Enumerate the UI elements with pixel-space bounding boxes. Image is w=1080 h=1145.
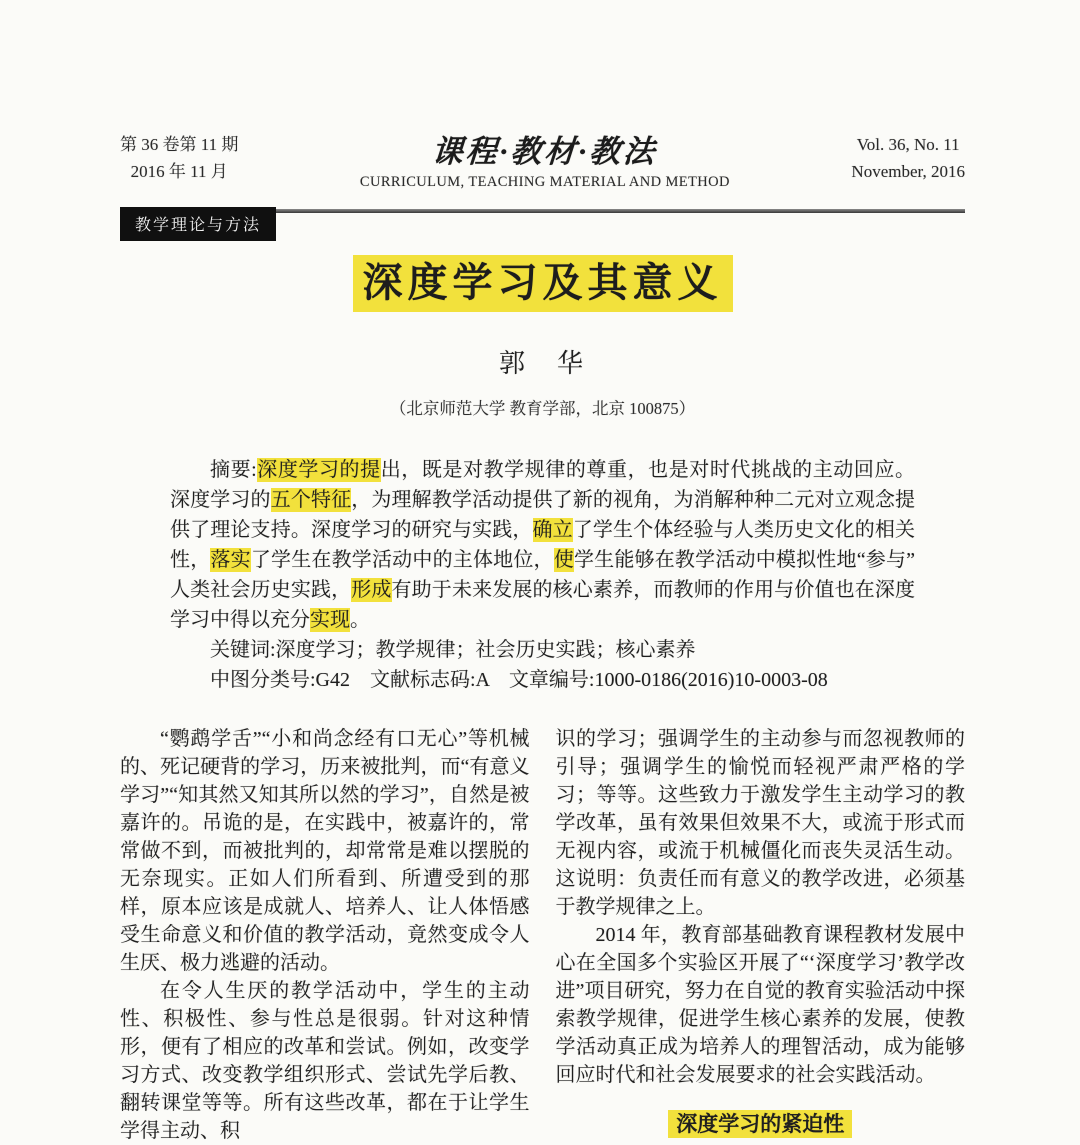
body-paragraph: “鹦鹉学舌”“小和尚念经有口无心”等机械的、死记硬背的学习，历来被批判，而“有意义学习”“知其然又知其所以然的学习”，自然是被嘉许的。吊诡的是，在实践中，被嘉许的，常常做不到，而被批判的，却常常是难以摆脱的无奈现实。正如人们所看到、所遭受到的那样，原本应该是成就人、培养人、让人体悟感受生命意义和价值的教学活动，竟然变成令人生厌、极力逃避的活动。 [120,728,530,974]
abstract-block [170,455,915,695]
text-run: 了学生在教学活动中的主体地位， [250,549,554,571]
text-run: 有助于未来发展的核心素养，而教师的作用与价值也在深度学习中得以充分 [170,579,916,631]
text-run: 学生能够在教学活动中模拟性地“参与”人类社会历史实践， [170,549,916,601]
article-title-highlight: 深度学习及其意义 [353,255,733,312]
highlighted-text: 深度学习的提 [256,459,381,481]
highlighted-text: 落实 [210,549,251,571]
volume-issue-cn: 第 36 卷第 11 期 [120,135,239,154]
abstract-paragraph [170,455,915,635]
article-body [120,725,965,1145]
section-badge: 教学理论与方法 [120,207,276,241]
body-paragraph: 在令人生厌的教学活动中，学生的主动性、积极性、参与性总是很弱。针对这种情形，便有了相应的改革和尝试。例如，改变学习方式、改变教学组织形式、尝试先学后教、翻转课堂等等。所有这些改革，都在于让学生学得主动、积 [120,980,530,1142]
header-rule [276,209,965,213]
section-badge-row [120,207,965,241]
author-affiliation: （北京师范大学 教育学部，北京 100875） [389,399,696,418]
left-column [120,725,530,1145]
journal-header [120,126,965,191]
journal-title-block [238,126,851,191]
text-run: 出，既是对教学规律的尊重，也是对时代挑战的主动回应。深度学习的 [170,459,916,511]
text-run: 了学生个体经验与人类历史文化的相关性， [170,519,916,571]
issue-date-cn: 2016 年 11 月 [130,162,228,181]
body-paragraph: 识的学习；强调学生的主动参与而忽视教师的引导；强调学生的愉悦而轻视严肃严格的学习；等等。这些致力于激发学生主动学习的教学改革，虽有效果但效果不大，或流于形式而无视内容，或流于机械僵化而丧失灵活生动。这说明：负责任而有意义的教学改进，必须基于教学规律之上。 [555,728,965,918]
issue-info-en [851,126,965,185]
article-title [120,260,965,305]
volume-issue-en: Vol. 36, No. 11 [856,135,960,154]
highlighted-text: 形成 [351,579,392,601]
issue-info-cn [120,126,238,185]
keywords-line: 关键词:深度学习；教学规律；社会历史实践；核心素养 [210,639,696,661]
author-name: 郭 华 [498,349,586,378]
journal-title-chinese: 课程·教材·教法 [430,134,659,169]
text-run: 。 [350,609,370,631]
right-column [556,725,966,1145]
text-run: ，为理解教学活动提供了新的视角，为消解种种二元对立观念提供了理论支持。深度学习的研究与实践， [170,489,916,541]
journal-title-english: CURRICULUM, TEACHING MATERIAL AND METHOD [359,174,730,190]
body-paragraph: 2014 年，教育部基础教育课程教材发展中心在全国多个实验区开展了“‘深度学习’教学改进”项目研究，努力在自觉的教育实验活动中探索教学规律，促进学生核心素养的发展，使教学活动真正成为培养人的理智活动，成为能够回应时代和社会发展要求的社会实践活动。 [555,924,965,1086]
section-heading-cutoff [556,1111,966,1138]
text-run: 摘要: [210,459,257,481]
highlighted-text: 五个特征 [270,489,352,511]
clc-line: 中图分类号:G42 文献标志码:A 文章编号:1000-0186(2016)10-0003-08 [210,669,828,691]
section-heading-highlight: 深度学习的紧迫性 [668,1110,852,1138]
highlighted-text: 确立 [532,519,573,541]
highlighted-text: 使 [553,549,574,571]
right-column-paragraphs [556,725,966,1089]
issue-date-en: November, 2016 [851,162,965,181]
highlighted-text: 实现 [310,609,350,631]
